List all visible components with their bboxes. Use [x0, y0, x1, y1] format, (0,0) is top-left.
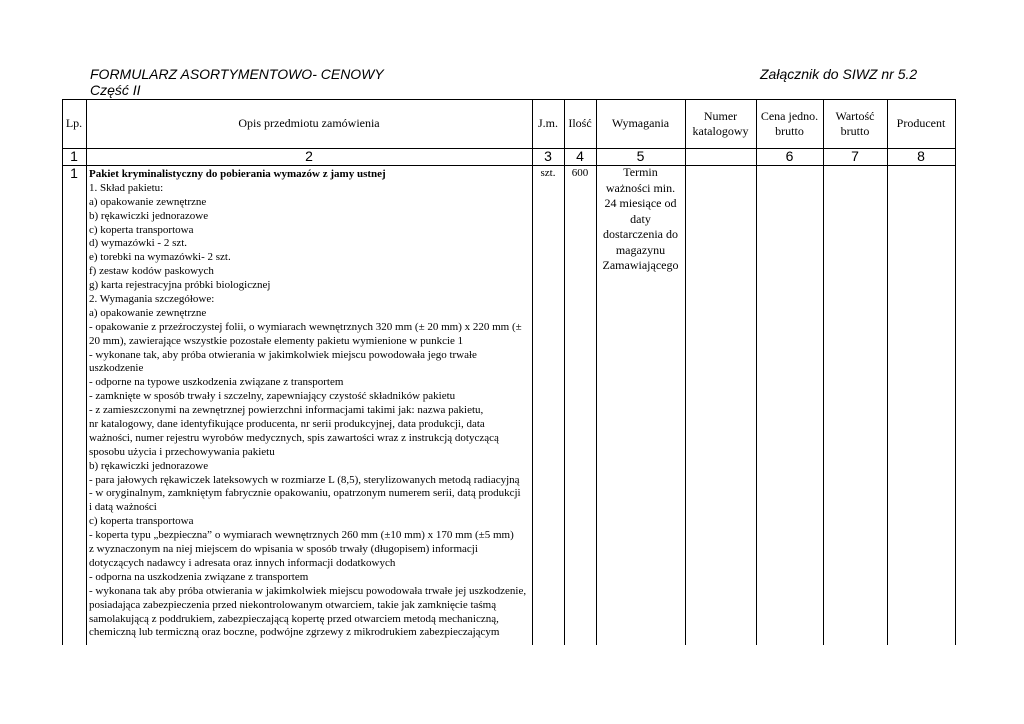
description-line: c) koperta transportowa	[89, 223, 194, 236]
attachment-label: Załącznik do SIWZ nr 5.2	[760, 66, 918, 82]
column-number: 5	[636, 148, 645, 164]
column-number: 1	[70, 148, 78, 164]
column-number: 4	[576, 148, 584, 164]
numbers-bottom-border	[62, 165, 956, 166]
requirement-line: dostarczenia do	[603, 227, 678, 241]
description-line: z wyznaczonym na niej miejscem do wpisania w sposób trwały (długopisem) informacji	[89, 543, 478, 556]
header-wymagania: Wymagania	[611, 116, 670, 130]
description-line: - zamknięte w sposób trwały i szczelny, zapewniający czystość składników pakietu	[89, 390, 456, 403]
col-border-9	[955, 99, 956, 645]
column-number: 7	[851, 148, 859, 164]
requirement-line: daty	[630, 211, 651, 226]
header-wartosc-brutto: Wartość brutto	[835, 108, 875, 138]
description-line: g) karta rejestracyjna próbki biologicznej	[89, 279, 271, 292]
row-description-lines	[89, 182, 530, 640]
row-wymagania	[596, 165, 685, 274]
row-jm: szt.	[540, 167, 556, 179]
description-line: sposobu użycia i przechowywania pakietu	[89, 445, 275, 458]
description-line: chemiczną lub termiczną oraz boczne, podwójne zgrzewy z mikrodrukiem zabezpieczającym	[89, 626, 500, 639]
description-line: - odporna na uszkodzenia związane z transportem	[89, 570, 309, 583]
row-ilosc: 600	[571, 167, 589, 179]
header-lp: Lp.	[65, 116, 83, 130]
col-border-5	[685, 99, 686, 645]
header-opis: Opis przedmiotu zamówienia	[238, 116, 380, 130]
header-numer-katalogowy: Numer katalogowy	[692, 108, 749, 138]
description-line: 20 mm), zawierające wszystkie pozostałe elementy pakietu wymienione w punkcie 1	[89, 334, 464, 347]
requirement-line: magazynu	[615, 242, 666, 257]
description-line: a) opakowanie zewnętrzne	[89, 195, 207, 208]
row-description	[89, 168, 530, 640]
description-line: - opakowanie z przeźroczystej folii, o wymiarach wewnętrznych 320 mm (± 20 mm) x 220 mm (±	[89, 320, 522, 333]
description-line: e) torebki na wymazówki- 2 szt.	[89, 251, 231, 264]
description-line: - wykonane tak, aby próba otwierania w jakimkolwiek miejscu powodowała jego trwałe	[89, 348, 477, 361]
description-line: uszkodzenie	[89, 362, 144, 375]
description-line: 2. Wymagania szczegółowe:	[89, 293, 215, 306]
description-line: posiadająca zabezpieczenia przed niekontrolowanym otwarciem, takie jak zamknięcie taśmą	[89, 598, 497, 611]
assortment-price-table	[62, 99, 956, 659]
description-line: a) opakowanie zewnętrzne	[89, 306, 207, 319]
description-line: c) koperta transportowa	[89, 515, 194, 528]
form-title: FORMULARZ ASORTYMENTOWO- CENOWY	[90, 66, 384, 82]
description-line: - koperta typu „bezpieczna” o wymiarach wewnętrznych 260 mm (±10 mm) x 170 mm (±5 mm)	[89, 529, 514, 542]
description-line: - odporne na typowe uszkodzenia związane z transportem	[89, 376, 344, 389]
header-ilosc: Ilość	[568, 116, 592, 130]
header-jm: J.m.	[537, 116, 558, 130]
description-line: b) rękawiczki jednorazowe	[89, 209, 209, 222]
description-line: d) wymazówki - 2 szt.	[89, 237, 188, 250]
col-border-8	[887, 99, 888, 645]
header-cena-brutto: Cena jedno. brutto	[760, 108, 819, 138]
column-number: 6	[785, 148, 794, 164]
description-line: ważności, numer rejestru wyrobów medycznych, spis zawartości wraz z instrukcją dotyczącą	[89, 431, 499, 444]
requirement-line: ważności min.	[605, 180, 676, 195]
header-producent: Producent	[896, 116, 946, 130]
requirement-line: Zamawiającego	[602, 258, 679, 272]
description-line: - wykonana tak aby próba otwierania w jakimkolwiek miejscu powodowała trwałe jej uszkodzenie,	[89, 584, 527, 597]
description-line: - z zamieszczonymi na zewnętrznej powierzchni informacjami takimi jak: nazwa pakietu,	[89, 404, 484, 417]
description-line: - w oryginalnym, zamkniętym fabrycznie opakowaniu, opatrzonym numerem serii, datą produkcji	[89, 487, 521, 500]
description-line: i datą ważności	[89, 501, 157, 514]
column-number: 8	[917, 148, 925, 164]
description-line: samolakującą z poddrukiem, zabezpieczającą kopertę przed otwarciem metodą mechaniczną,	[89, 612, 499, 625]
description-line: f) zestaw kodów paskowych	[89, 265, 214, 278]
requirement-line: 24 miesiące od	[604, 196, 677, 210]
col-border-1	[86, 99, 87, 645]
description-line: 1. Skład pakietu:	[89, 181, 164, 194]
col-border-6	[756, 99, 757, 645]
description-line: b) rękawiczki jednorazowe	[89, 459, 209, 472]
description-line: dotyczących nadawcy i adresata oraz innych informacji dodatkowych	[89, 556, 396, 569]
row-title: Pakiet kryminalistyczny do pobierania wymazów z jamy ustnej	[89, 168, 386, 180]
row-lp: 1	[70, 165, 78, 181]
form-subtitle: Część II	[90, 82, 141, 98]
requirement-line: Termin	[623, 165, 658, 179]
column-number: 2	[305, 148, 313, 164]
description-line: nr katalogowy, dane identyfikujące producenta, nr serii produkcyjnej, data produkcji, data	[89, 418, 485, 431]
col-border-7	[823, 99, 824, 645]
description-line: - para jałowych rękawiczek lateksowych w rozmiarze L (8,5), sterylizowanych metodą radiacyjną	[89, 473, 520, 486]
column-number: 3	[544, 148, 552, 164]
